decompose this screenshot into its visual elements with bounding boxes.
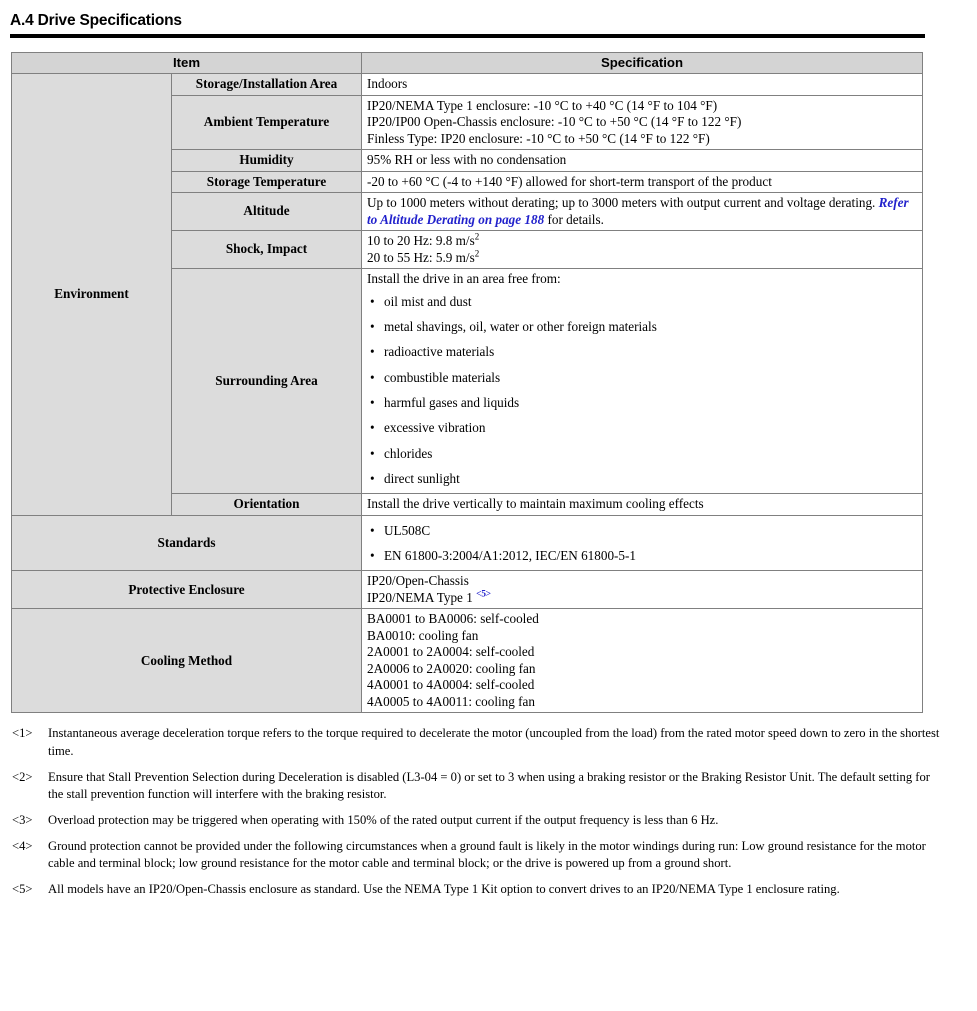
- footnote-text: Ensure that Stall Prevention Selection during Deceleration is disabled (L3-04 = 0) or set to 3 when using a braking resistor or the Braking Resistor Unit. The default setting for the stall prevention function will interfere with the braking resistor.: [48, 769, 930, 801]
- row-value-shock-impact: [362, 231, 923, 269]
- column-header-item: Item: [12, 52, 362, 74]
- row-value-storage-installation-area: Indoors: [362, 74, 923, 96]
- surrounding-area-item: • metal shavings, oil, water or other foreign materials: [367, 314, 917, 339]
- footnote-marker: <2>: [12, 769, 33, 784]
- footnote: [12, 881, 943, 898]
- row-value-protective-enclosure: [362, 571, 923, 609]
- row-label-shock-impact: Shock, Impact: [172, 231, 362, 269]
- row-label-altitude: Altitude: [172, 193, 362, 231]
- table-row-protective-enclosure: [12, 571, 923, 609]
- footnote-marker: <5>: [12, 882, 33, 897]
- surrounding-area-item: • combustible materials: [367, 365, 917, 390]
- surrounding-area-lead: Install the drive in an area free from:: [367, 271, 561, 286]
- standards-item: • UL508C: [367, 518, 917, 543]
- row-label-storage-installation-area: Storage/Installation Area: [172, 74, 362, 96]
- standards-list: [367, 518, 917, 569]
- footnote: [12, 838, 943, 872]
- row-value-altitude: [362, 193, 923, 231]
- protective-enclosure-line-2-text: IP20/NEMA Type 1: [367, 589, 473, 605]
- row-value-standards: [362, 515, 923, 571]
- row-label-humidity: Humidity: [172, 150, 362, 172]
- row-label-standards: Standards: [12, 515, 362, 571]
- footnote-text: Overload protection may be triggered when operating with 150% of the rated output current if the output frequency is less than 6 Hz.: [48, 812, 719, 827]
- row-label-ambient-temperature: Ambient Temperature: [172, 95, 362, 150]
- surrounding-area-item: • harmful gases and liquids: [367, 390, 917, 415]
- surrounding-area-list: [367, 289, 917, 492]
- drive-specifications-table-container: [11, 52, 922, 714]
- ambient-temperature-line: Finless Type: IP20 enclosure: -10 °C to +50 °C (14 °F to 122 °F): [367, 130, 710, 146]
- row-value-ambient-temperature: [362, 95, 923, 150]
- cooling-method-line: BA0010: cooling fan: [367, 627, 479, 643]
- row-value-humidity: 95% RH or less with no condensation: [362, 150, 923, 172]
- row-value-cooling-method: [362, 609, 923, 713]
- row-value-surrounding-area: [362, 269, 923, 494]
- row-group-label-environment: Environment: [12, 74, 172, 516]
- altitude-text-before: Up to 1000 meters without derating; up to 3000 meters with output current and voltage derating.: [367, 195, 879, 210]
- row-label-cooling-method: Cooling Method: [12, 609, 362, 713]
- footnote-text: All models have an IP20/Open-Chassis enclosure as standard. Use the NEMA Type 1 Kit option to convert drives to an IP20/NEMA Type 1 enclosure rating.: [48, 882, 840, 897]
- table-row-standards: [12, 515, 923, 571]
- surrounding-area-item: • chlorides: [367, 441, 917, 466]
- shock-impact-line-superscript: 2: [474, 231, 480, 242]
- footnote: [12, 812, 943, 829]
- row-label-protective-enclosure: Protective Enclosure: [12, 571, 362, 609]
- footnotes-section: [0, 725, 977, 898]
- shock-impact-line-superscript: 2: [474, 248, 480, 259]
- cooling-method-line: 2A0006 to 2A0020: cooling fan: [367, 660, 536, 676]
- footnote-marker: <1>: [12, 726, 33, 741]
- footnote-text: Ground protection cannot be provided under the following circumstances when a ground fault is likely in the motor windings during run: Low ground resistance for the motor cable and terminal block; low ground resistance for the motor cable and terminal block; or the drive is powered up from a ground short.: [48, 839, 926, 871]
- shock-impact-line: 20 to 55 Hz: 5.9 $m/s^2$: [367, 248, 480, 265]
- row-value-orientation: Install the drive vertically to maintain maximum cooling effects: [362, 494, 923, 516]
- footnote-reference-5-icon[interactable]: <5>: [476, 589, 491, 600]
- footnote-marker: <4>: [12, 839, 33, 854]
- surrounding-area-item: • direct sunlight: [367, 466, 917, 491]
- column-header-specification: Specification: [362, 52, 923, 74]
- cooling-method-line: 2A0001 to 2A0004: self-cooled: [367, 644, 535, 660]
- row-label-storage-temperature: Storage Temperature: [172, 171, 362, 193]
- drive-specifications-table: [11, 52, 923, 714]
- ambient-temperature-line: IP20/IP00 Open-Chassis enclosure: -10 °C to +50 °C (14 °F to 122 °F): [367, 114, 742, 129]
- page-title: A.4 Drive Specifications: [10, 12, 182, 29]
- heading-rule: [10, 34, 925, 38]
- footnote-marker: <3>: [12, 812, 33, 827]
- altitude-derating-link[interactable]: Refer to Altitude Derating on page 188: [367, 195, 909, 227]
- shock-impact-line: 10 to 20 Hz: 9.8 $m/s^2$: [367, 231, 480, 248]
- ambient-temperature-line: IP20/NEMA Type 1 enclosure: -10 °C to +40 °C (14 °F to 104 °F): [367, 97, 718, 113]
- row-value-storage-temperature: -20 to +60 °C (-4 to +140 °F) allowed for short-term transport of the product: [362, 171, 923, 193]
- standards-item: • EN 61800-3:2004/A1:2012, IEC/EN 61800-5-1: [367, 543, 917, 568]
- cooling-method-line: 4A0001 to 4A0004: self-cooled: [367, 677, 535, 693]
- protective-enclosure-line-2: [367, 590, 917, 607]
- footnote: [12, 725, 943, 759]
- surrounding-area-item: • excessive vibration: [367, 415, 917, 440]
- footnote: [12, 769, 943, 803]
- footnote-text: Instantaneous average deceleration torque refers to the torque required to decelerate the motor (uncoupled from the load) from the rated motor speed down to zero in the shortest time.: [48, 726, 940, 758]
- protective-enclosure-line-1: IP20/Open-Chassis: [367, 573, 469, 589]
- cooling-method-line: 4A0005 to 4A0011: cooling fan: [367, 693, 535, 709]
- table-header-row: [12, 52, 923, 74]
- surrounding-area-item: • radioactive materials: [367, 339, 917, 364]
- surrounding-area-item: • oil mist and dust: [367, 289, 917, 314]
- altitude-text-after: for details.: [544, 211, 604, 227]
- row-label-surrounding-area: Surrounding Area: [172, 269, 362, 494]
- cooling-method-line: BA0001 to BA0006: self-cooled: [367, 611, 539, 627]
- row-label-orientation: Orientation: [172, 494, 362, 516]
- table-row-storage-installation-area: [12, 74, 923, 96]
- table-row-cooling-method: [12, 609, 923, 713]
